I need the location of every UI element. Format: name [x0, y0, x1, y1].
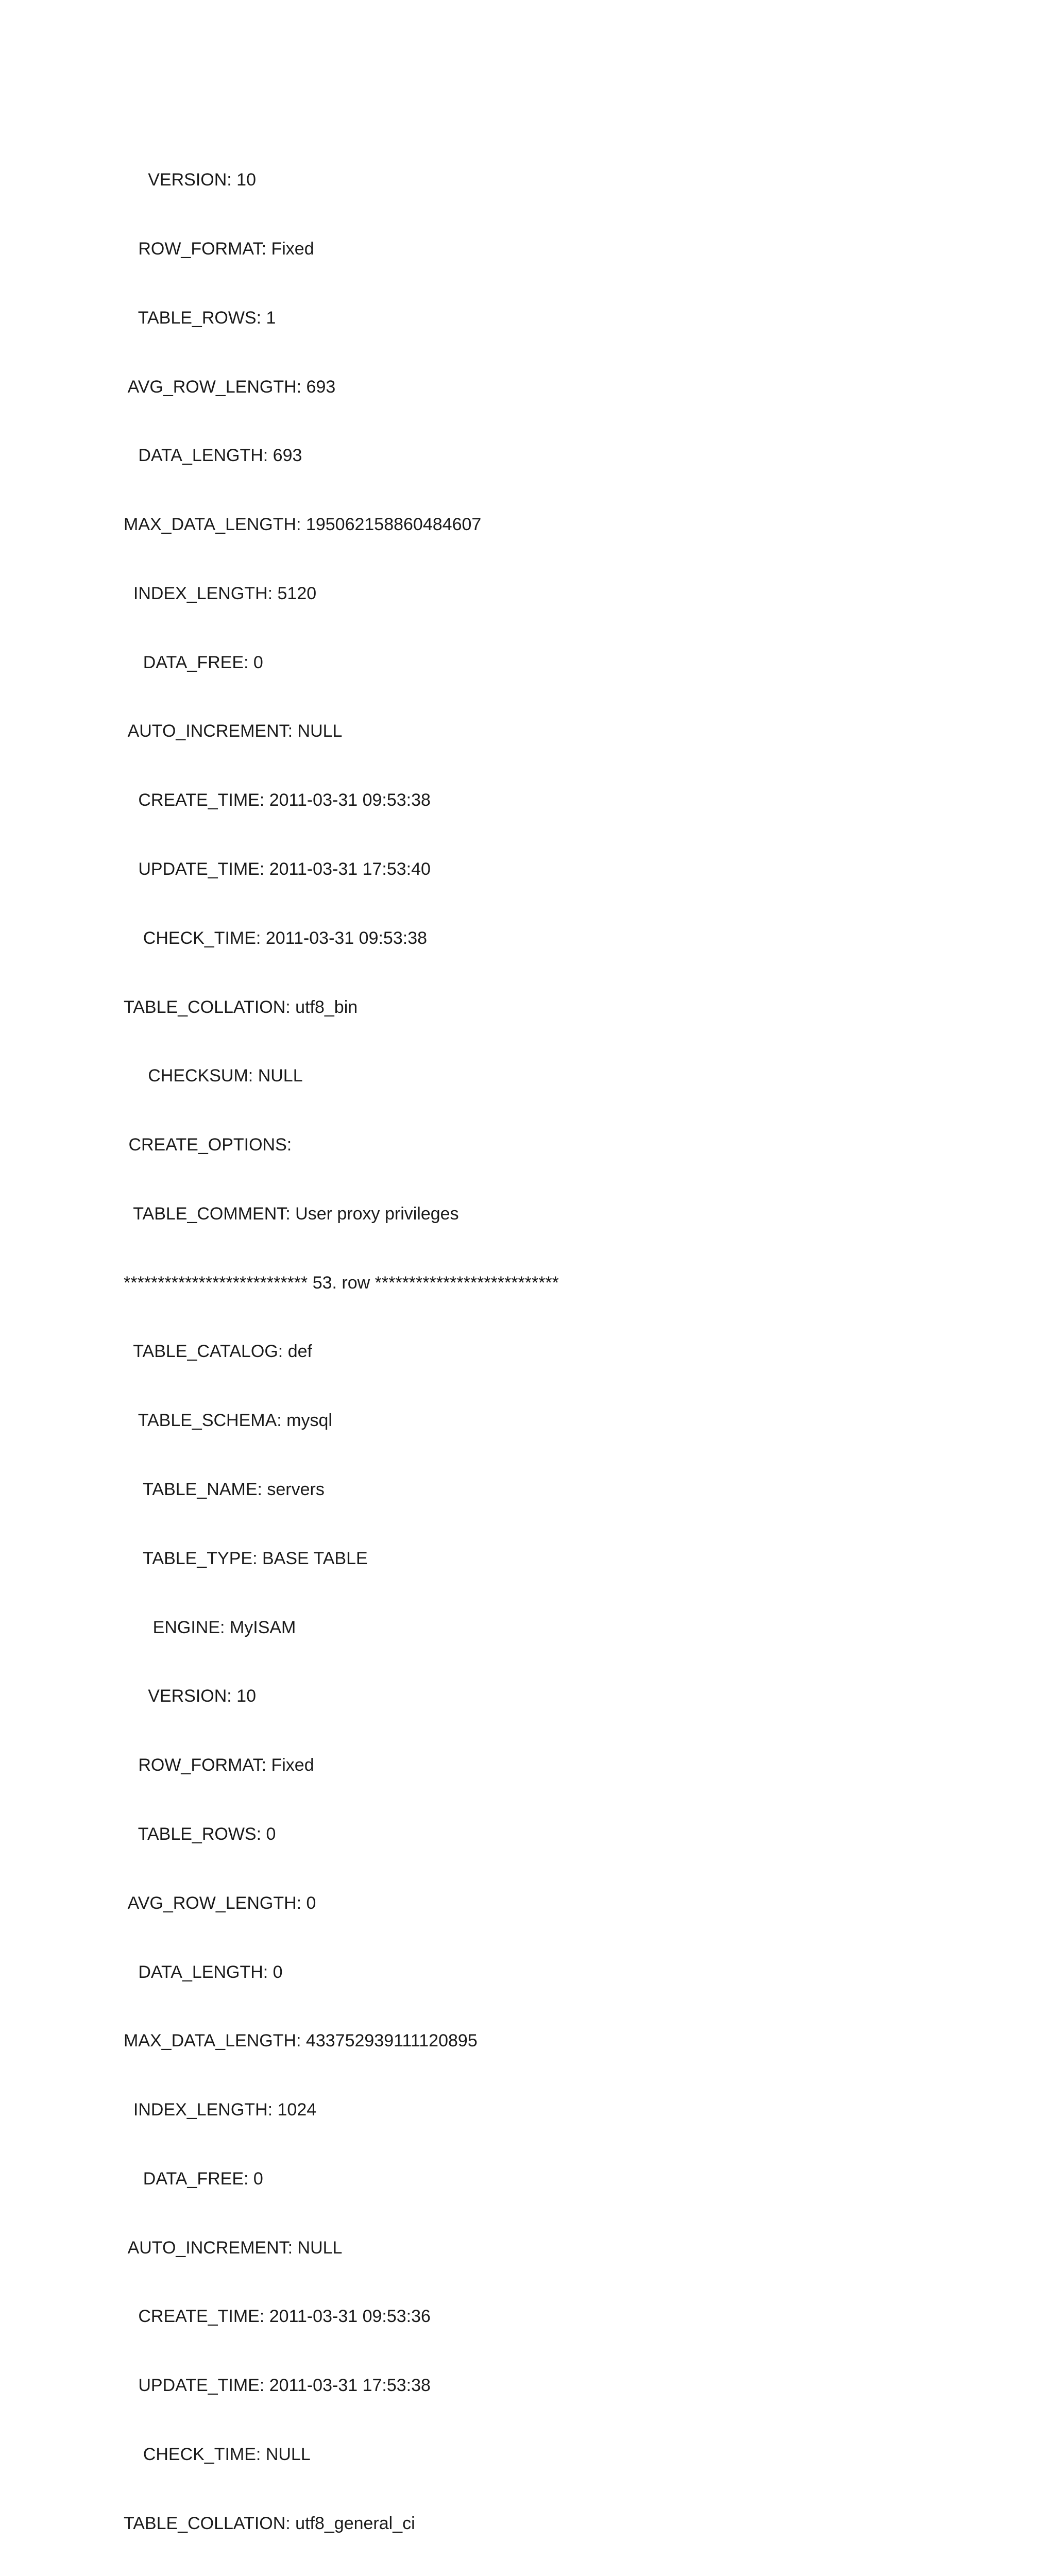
line-row-format: ROW_FORMAT: Fixed — [124, 239, 314, 259]
line-table-comment: TABLE_COMMENT: User proxy privileges — [124, 1204, 459, 1224]
line-row-format: ROW_FORMAT: Fixed — [124, 1755, 314, 1775]
line-data-free: DATA_FREE: 0 — [124, 652, 263, 672]
line-max-data-length: MAX_DATA_LENGTH: 195062158860484607 — [124, 515, 482, 535]
line-avg-row-length: AVG_ROW_LENGTH: 693 — [124, 377, 336, 397]
line-version: VERSION: 10 — [124, 1686, 256, 1706]
row-separator-53: *************************** 53. row *************************** — [124, 1273, 559, 1293]
line-index-length: INDEX_LENGTH: 1024 — [124, 2100, 317, 2120]
line-table-type: TABLE_TYPE: BASE TABLE — [124, 1548, 368, 1568]
line-table-catalog: TABLE_CATALOG: def — [124, 1342, 312, 1362]
line-check-time: CHECK_TIME: NULL — [124, 2444, 311, 2464]
line-index-length: INDEX_LENGTH: 5120 — [124, 583, 317, 603]
line-data-length: DATA_LENGTH: 0 — [124, 1962, 283, 1982]
line-table-rows: TABLE_ROWS: 0 — [124, 1824, 276, 1844]
line-create-time: CREATE_TIME: 2011-03-31 09:53:38 — [124, 790, 431, 810]
line-table-schema: TABLE_SCHEMA: mysql — [124, 1411, 332, 1431]
line-auto-increment: AUTO_INCREMENT: NULL — [124, 721, 343, 741]
line-create-time: CREATE_TIME: 2011-03-31 09:53:36 — [124, 2307, 431, 2327]
line-table-name: TABLE_NAME: servers — [124, 1480, 325, 1500]
query-output-listing — [124, 123, 999, 2576]
line-auto-increment: AUTO_INCREMENT: NULL — [124, 2238, 343, 2258]
line-checksum: CHECKSUM: NULL — [124, 1066, 303, 1086]
line-update-time: UPDATE_TIME: 2011-03-31 17:53:38 — [124, 2376, 431, 2396]
line-data-length: DATA_LENGTH: 693 — [124, 446, 302, 466]
line-version: VERSION: 10 — [124, 170, 256, 190]
line-data-free: DATA_FREE: 0 — [124, 2168, 263, 2189]
line-avg-row-length: AVG_ROW_LENGTH: 0 — [124, 1893, 316, 1913]
line-engine: ENGINE: MyISAM — [124, 1617, 296, 1637]
line-max-data-length: MAX_DATA_LENGTH: 433752939111120895 — [124, 2031, 478, 2051]
line-table-collation: TABLE_COLLATION: utf8_general_ci — [124, 2513, 415, 2533]
line-table-collation: TABLE_COLLATION: utf8_bin — [124, 997, 358, 1017]
line-update-time: UPDATE_TIME: 2011-03-31 17:53:40 — [124, 859, 431, 879]
line-table-rows: TABLE_ROWS: 1 — [124, 308, 276, 328]
line-check-time: CHECK_TIME: 2011-03-31 09:53:38 — [124, 928, 428, 948]
line-create-options: CREATE_OPTIONS: — [124, 1135, 292, 1155]
